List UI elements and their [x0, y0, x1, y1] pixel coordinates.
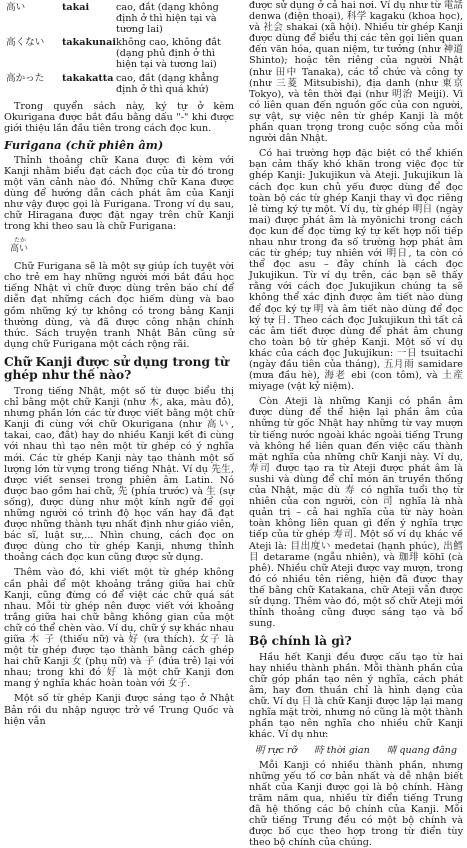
heading-compound-words: Chữ Kanji được sử dụng trong từ ghép như thế nào?	[4, 354, 229, 383]
vocab-japanese: 高かった	[6, 72, 45, 84]
paragraph-okurigana: Trong quyển sách này, ký tự ở kèm Okurigana được bắt đầu bằng dấu "-" khi được giới thiệu lần đầu tiên trong cách đọc kun.	[4, 100, 234, 134]
heading-furigana: Furigana (chữ phiên âm)	[4, 138, 164, 153]
radical-example: 明 rực rỡ	[255, 744, 298, 756]
paragraph-furigana-intro: Thỉnh thoảng chữ Kana được đi kèm với Kanji nhằm biểu đạt cách đọc của từ đó trong một văn cảnh nào đó. Những chữ Kana được dùng để hướng dẫn cách phát âm của Kanji như vậy được gọi là Furigana. Trong ví dụ sau, chữ Hiragana được đặt ngay trên chữ Kanji trong khi theo sau là chữ Furigana:	[4, 154, 234, 233]
radical-example: 時 thời gian	[314, 744, 370, 756]
furigana-reading: たか	[14, 237, 27, 245]
vocab-meaning: cao, đắt (dạng không định ở thì hiện tại và tương lai)	[115, 2, 219, 36]
vocab-romaji: takakatta	[62, 72, 114, 84]
paragraph-radical-2: Mỗi Kanji có nhiều thành phần, nhưng những yếu tố cơ bản nhất và dễ nhận biết nhất của Kanji được gọi là bộ chính. Hàng trăm năm qua, nhiều từ điển tiếng Trung đã hệ thống các bộ chính của Kanji. Mỗi chữ tiếng Trung đều có một bộ chính và được bố cục theo hợp trong từ điển tùy theo bộ chính của chúng.	[249, 759, 463, 848]
furigana-kanji: 高い	[10, 244, 29, 255]
paragraph-continued: được sử dụng ở cả hai nơi. Ví dụ như từ 電話 denwa (điện thoại), 科学 kagaku (khoa học), và 社会 shakai (xã hội). Nhiều từ ghép Kanji được dùng để biểu thị các tên gọi liên quan đến văn hóa, quan niệm, tư tưởng (như 神道 Shinto); hoặc tên riêng của người Nhật (như 田中 Tanaka), các tổ chức và công ty (như 三菱 Mitsubishi), địa danh (như 東京 Tokyo), và tên thời đại (như 明治 Meiji). Vì có liên quan đến nguồn gốc của con người, sự vật, sự việc nên từ ghép Kanji là một phần quan trọng trong cuộc sống của mỗi người dân Nhật.	[249, 0, 463, 145]
furigana-example	[10, 238, 234, 255]
vocab-japanese: 高くない	[6, 37, 45, 49]
vocab-row	[4, 2, 234, 37]
left-column	[4, 0, 234, 727]
paragraph-compound-3: Một số từ ghép Kanji được sáng tạo ở Nhật Bản rồi du nhập ngược trở về Trung Quốc và hiện vẫn	[4, 693, 234, 727]
vocab-meaning: không cao, không đắt (dạng phủ định ở thì hiện tại và tương lai)	[115, 37, 221, 71]
vocab-romaji: takakunai	[62, 37, 116, 49]
paragraph-compound-1: Trong tiếng Nhật, một số từ được biểu thị chỉ bằng một chữ Kanji (như 木, aka, màu đỏ), nhưng phần lớn các từ được viết bằng một chữ Kanji đi cùng với chữ Okurigana (như 高い, takai, cao, đắt) hay do nhiều Kanji kết đi cùng với nhau thì tạo nên một từ ghép có ý nghĩa mới. Các từ ghép Kanji này tạo thành một số lượng lớn từ vựng trong tiếng Nhật. Ví dụ 先生, được viết sensei trong phiên âm Latin. Nó được bao gồm hai chữ, 先 (phía trước) và 生 (sự sống), được dùng như một kính ngữ để gọi những người có trình độ học vấn hay đã đạt được những thành tựu nhất định như giáo viên, bác sĩ, luật sư,... Nhìn chung, cách đọc on được dùng cho từ ghép Kanji, nhưng thỉnh thoảng cách đọc kun cũng được sử dụng.	[4, 385, 234, 564]
paragraph-ateji: Còn Ateji là những Kanji có phần âm được dùng để thể hiện lại phần âm của những từ gốc Nhật hay những từ vay mượn từ tiếng nước ngoài khác ngoài tiếng Trung và không hề liên quan đến việc cấu thành mặt nghĩa của những chữ Kanji này. Ví dụ, 寿司 được tạo ra từ Ateji được phát âm là sushi và dùng để chỉ món ăn truyền thống của Nhật, mặc dù 寿 có nghĩa tuổi thọ từ nhiên của con người, còn 司 nghĩa là nhà quản trị – cả hai nghĩa của từ này hoàn toàn không liên quan gì đến ý nghĩa trực tiếp của từ ghép 寿司. Một số ví dụ khác về Ateji là: 目出度い medetai (hạnh phúc), 出鱈目 detarame (ngẫu nhiên), và 珈琲 kōhī (cà phê). Nhiều chữ Ateji được vay mượn, trong đó có nhiều tên riêng, hiện đã được thay thế bằng chữ Katakana, chữ Ateji vẫn được sử dụng. Thêm vào đó, một số chữ Ateji mới thỉnh thoảng cũng được sáng tạo và bổ sung.	[249, 396, 463, 630]
vocab-row	[4, 37, 234, 72]
right-column	[249, 0, 463, 848]
radical-examples	[255, 745, 457, 756]
radical-example: 晴 quang đãng	[386, 744, 457, 756]
paragraph-jukujikun: Có hai trường hợp đặc biệt có thể khiến bạn cảm thấy khó khăn trong việc đọc từ ghép Kanji: Jukujikun và Ateji. Jukujikun là cách đọc kun chủ yếu được dùng để đọc toàn bộ các từ ghép Kanji thay vì đọc riêng lẻ từng ký tự một. Ví dụ, từ ghép 明日 (ngày mai) được phát âm là myōnichi trong cách đọc kun để đọc từng ký tự kết hợp nối tiếp nhau như trong đa số trường hợp phát âm các từ ghép; tuy nhiên với 明日, ta còn có thể đọc asu – đây chính là cách đọc Jukujikun. Từ ví dụ trên, các bạn sẽ thấy rằng với cách đọc Jukujikun chúng ta sẽ không thể xác định được âm tiết nào dùng để đọc ký tự 明 và âm tiết nào dùng để đọc ký tự 日. Theo cách đọc Jukujikun thì tất cả các âm tiết được dùng để phát âm chung cho toàn bộ từ ghép Kanji. Một số ví dụ khác của cách đọc Jukujikun: 一日 tsuitachi (ngày đầu tiên của tháng), 五月雨 samidare (mưa đầu hè), 海老 ebi (con tôm), và 土産 miyage (vật kỷ niệm).	[249, 148, 463, 393]
vocab-japanese: 高い	[6, 2, 26, 13]
vocab-row	[4, 73, 234, 97]
paragraph-furigana-use: Chữ Furigana sẽ là một sự giúp ích tuyệt vời cho trẻ em hay những người mới bắt đầu học tiếng Nhật vì chữ được dùng trên báo chí để diễn đạt những cách đọc hiếm dùng và bao gồm những ký tự không có trong bảng Kanji thường dùng, và đã được công nhận chính thức. Sách truyện tranh Nhật Bản cũng sử dụng chữ Furigana một cách rộng rãi.	[4, 261, 234, 350]
vocab-meaning: cao, đắt (dạng khẳng định ở thì quá khứ)	[115, 72, 219, 95]
heading-radical: Bộ chính là gì?	[249, 634, 352, 649]
vocab-romaji: takai	[62, 2, 90, 13]
paragraph-compound-2: Thêm vào đó, khi viết một từ ghép không cần phải để một khoảng trắng giữa hai chữ Kanji, cũng đừng có để việt các chữ quá sát nhau. Mỗi từ ghép nên được viết với khoảng trắng giữa hai chữ bằng không gian của một chữ có thể chèn vào. Ví dụ, chữ ý sự khác nhau giữa 木 子 (thiếu nữ) và 好 (ưa thích). 女子 là một từ ghép được tạo thành bằng cách ghép hai chữ Kanji 女 (phụ nữ) và 子 (đứa trẻ) lại với nhau; trong khi đó 好 là một chữ Kanji đơn mang ý nghĩa khác hoàn toàn với 女子.	[4, 567, 234, 690]
vocab-table	[4, 2, 234, 97]
paragraph-radical-1: Hầu hết Kanji đều được cấu tạo từ hai hay nhiều thành phần. Mỗi thành phần của chữ góp phần tạo nên ý nghĩa, cách phát âm, hay đơn thuần chỉ là hình dạng của chữ. Ví dụ 日 là chữ Kanji được lặp lại mang nghĩa mặt trời, nhưng nó cũng là một thành phần tạo nên nghĩa cho nhiều chữ Kanji khác. Ví dụ như:	[249, 651, 463, 741]
